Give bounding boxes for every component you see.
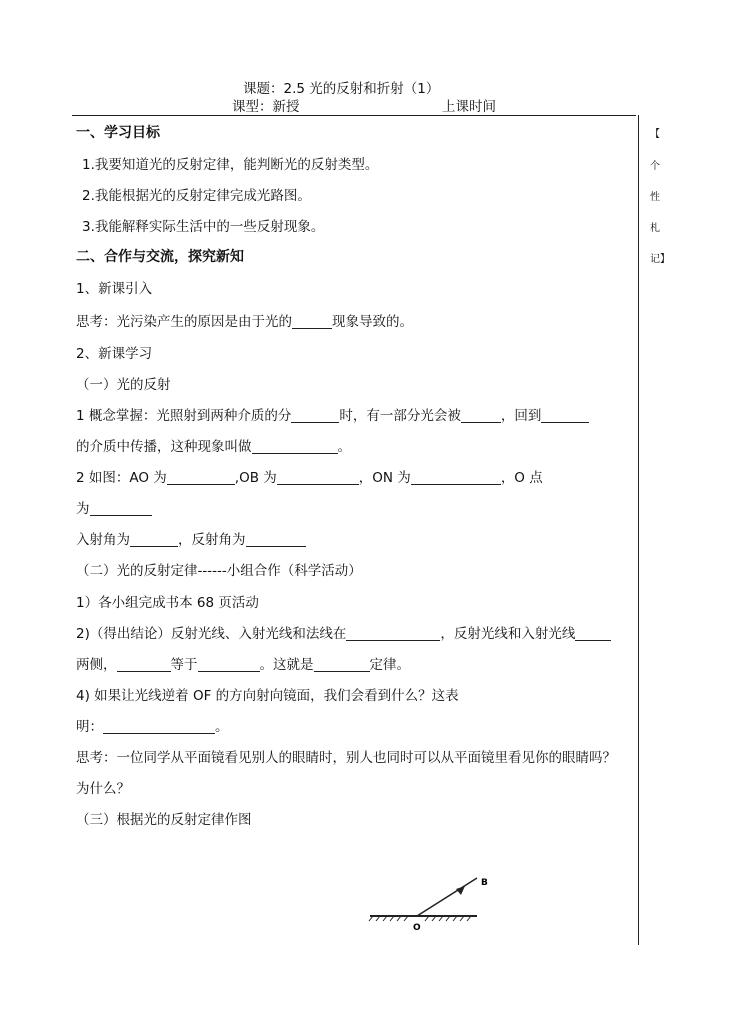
page-title: 课题：2.5 光的反射和折射（1） xyxy=(243,81,440,97)
think-question-2-line-2: 为什么？ xyxy=(76,781,130,797)
answer-blank[interactable] xyxy=(167,471,235,485)
header-divider xyxy=(72,115,636,116)
answer-blank[interactable] xyxy=(130,533,178,547)
goal-item: 1.我要知道光的反射定律，能判断光的反射类型。 xyxy=(82,157,379,173)
part-reflection-title: （一）光的反射 xyxy=(76,377,171,393)
answer-blank[interactable] xyxy=(246,533,306,547)
answer-blank[interactable] xyxy=(277,471,359,485)
lesson-type: 课型：新授 xyxy=(232,99,300,115)
angle-question: 入射角为 ，反射角为 xyxy=(76,528,306,548)
concept-line-1: 1 概念掌握：光照射到两种介质的分 时，有一部分光会被 ，回到 xyxy=(76,404,589,424)
point-b-label: B xyxy=(481,878,488,888)
question-4-line-2: 明： 。 xyxy=(76,719,229,735)
answer-blank[interactable] xyxy=(252,440,338,454)
answer-blank[interactable] xyxy=(90,502,152,516)
point-o-label: O xyxy=(413,923,421,933)
notes-char: 个 xyxy=(650,161,660,172)
notes-char: 【 xyxy=(650,129,660,140)
goal-item: 3.我能解释实际生活中的一些反射现象。 xyxy=(82,219,325,235)
goal-item: 2.我能根据光的反射定律完成光路图。 xyxy=(82,188,311,204)
law-line-1: 2)（得出结论）反射光线、入射光线和法线在 ，反射光线和入射光线 xyxy=(76,622,611,642)
answer-blank[interactable] xyxy=(198,658,260,672)
law-line-2: 两侧， 等于 。这就是 定律。 xyxy=(76,657,410,673)
answer-blank[interactable] xyxy=(314,658,370,672)
reflected-ray-ob xyxy=(417,878,477,916)
notes-char: 性 xyxy=(650,192,660,203)
subsection-intro: 1、新课引入 xyxy=(76,281,153,297)
notes-char: 记】 xyxy=(650,254,670,265)
notes-char: 札 xyxy=(650,223,660,234)
answer-blank[interactable] xyxy=(291,409,339,423)
think-question-2-line-1: 思考：一位同学从平面镜看见别人的眼睛时，别人也同时可以从平面镜里看见你的眼睛吗？ xyxy=(76,750,616,766)
answer-blank[interactable] xyxy=(461,409,501,423)
part-law-title: （二）光的反射定律------小组合作（科学活动） xyxy=(76,563,362,579)
ray-arrowhead xyxy=(456,886,465,895)
answer-blank[interactable] xyxy=(411,471,501,485)
section-heading-goals: 一、学习目标 xyxy=(76,125,160,141)
answer-blank[interactable] xyxy=(541,409,589,423)
answer-blank[interactable] xyxy=(117,658,171,672)
activity-item: 1）各小组完成书本 68 页活动 xyxy=(76,595,259,611)
concept-line-2: 的介质中传播，这种现象叫做 。 xyxy=(76,439,351,455)
answer-blank[interactable] xyxy=(103,720,215,734)
section-heading-explore: 二、合作与交流，探究新知 xyxy=(76,249,244,265)
figure-question-line-1: 2 如图：AO 为 ,OB 为 ，ON 为 ，O 点 xyxy=(76,470,543,486)
subsection-study: 2、新课学习 xyxy=(76,346,153,362)
think-question-1: 思考：光污染产生的原因是由于光的 现象导致的。 xyxy=(76,314,413,330)
notes-column-divider xyxy=(638,115,639,945)
figure-question-line-2: 为 xyxy=(76,497,152,517)
part-drawing-title: （三）根据光的反射定律作图 xyxy=(76,812,252,828)
class-time-label: 上课时间 xyxy=(442,99,496,115)
answer-blank[interactable] xyxy=(292,315,332,329)
answer-blank[interactable] xyxy=(346,627,440,641)
question-4-line-1: 4) 如果让光线逆着 OF 的方向射向镜面，我们会看到什么？这表 xyxy=(76,688,459,704)
answer-blank[interactable] xyxy=(575,627,611,641)
reflection-diagram xyxy=(365,868,495,938)
